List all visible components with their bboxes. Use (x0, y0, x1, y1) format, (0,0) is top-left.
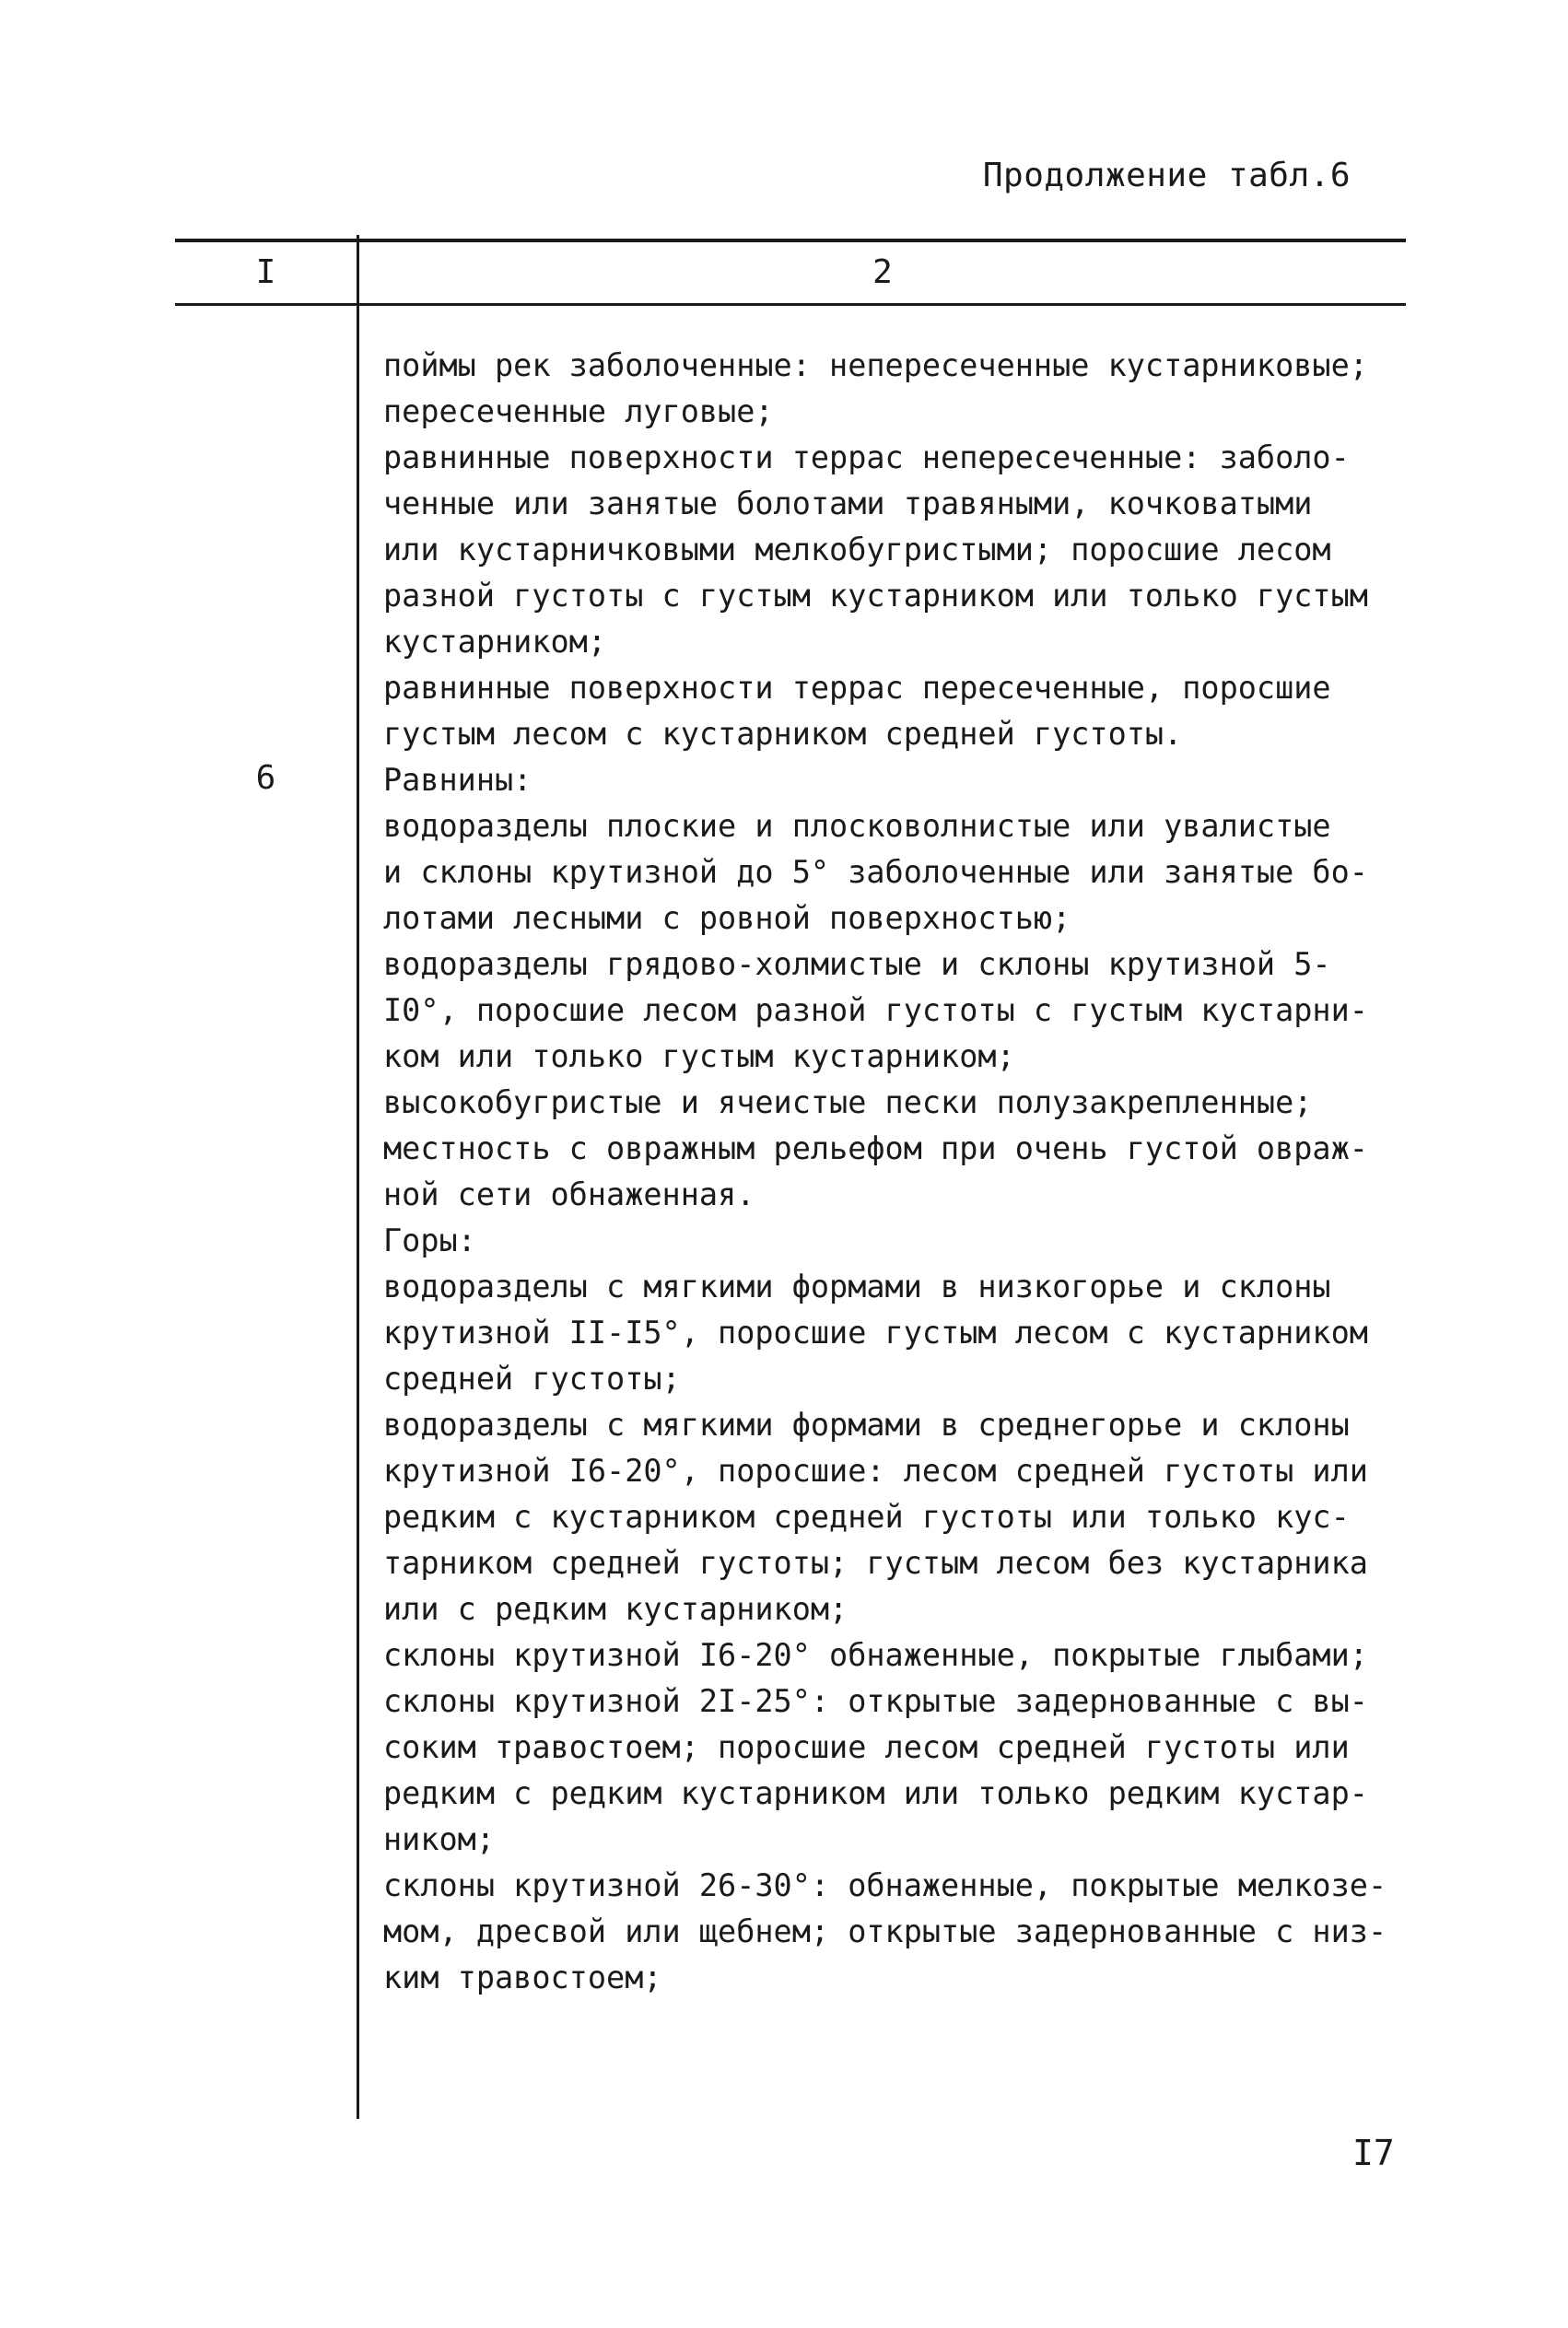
text-line: ной сети обнаженная. (383, 1176, 755, 1212)
text-line: ником; (383, 1821, 496, 1857)
table-continuation-caption: Продолжение табл.6 (982, 157, 1351, 194)
text-line: разной густоты с густым кустарником или только густым (383, 578, 1368, 614)
text-line: редким с редким кустарником или только редким кустар- (383, 1775, 1368, 1811)
text-line: тарником средней густоты; густым лесом без кустарника (383, 1545, 1368, 1581)
column-divider (357, 235, 359, 2119)
column-header-1: I (255, 253, 276, 291)
text-line: крутизной I6-20°, поросшие: лесом средней густоты или (383, 1453, 1368, 1489)
text-line: или кустарничковыми мелкобугристыми; поросшие лесом (383, 532, 1331, 567)
text-line: пересеченные луговые; (383, 393, 774, 429)
text-line: кустарником; (383, 624, 607, 660)
text-line: склоны крутизной I6-20° обнаженные, покрытые глыбами; (383, 1637, 1368, 1673)
text-line: высокобугристые и ячеистые пески полузакрепленные; (383, 1084, 1313, 1120)
text-line: густым лесом с кустарником средней густоты. (383, 716, 1183, 752)
text-line: или с редким кустарником; (383, 1591, 848, 1627)
table-top-rule (175, 239, 1406, 242)
text-line: ком или только густым кустарником; (383, 1038, 1015, 1074)
text-line: водоразделы с мягкими формами в низкогорье и склоны (383, 1269, 1331, 1304)
text-line: склоны крутизной 26-30°: обнаженные, покрытые мелкозе- (383, 1867, 1387, 1903)
text-line: ким травостоем; (383, 1959, 662, 1995)
page-number: I7 (1352, 2133, 1395, 2173)
text-line: Горы: (383, 1222, 476, 1258)
text-line: и склоны крутизной до 5° заболоченные или занятые бо- (383, 854, 1368, 890)
table-header-rule (175, 303, 1406, 306)
text-line: лотами лесными с ровной поверхностью; (383, 900, 1071, 936)
text-line: мом, дресвой или щебнем; открытые задернованные с низ- (383, 1913, 1387, 1949)
text-line: I0°, поросшие лесом разной густоты с густым кустарни- (383, 992, 1368, 1028)
text-line: водоразделы грядово-холмистые и склоны крутизной 5- (383, 946, 1331, 982)
text-line: склоны крутизной 2I-25°: открытые задернованные с вы- (383, 1683, 1368, 1719)
text-line: ченные или занятые болотами травяными, кочковатыми (383, 485, 1313, 521)
text-line: средней густоты; (383, 1361, 681, 1397)
text-line: редким с кустарником средней густоты или только кус- (383, 1499, 1350, 1535)
text-line: водоразделы с мягкими формами в среднегорье и склоны (383, 1407, 1350, 1443)
column-header-2: 2 (872, 253, 893, 291)
text-line: Равнины: (383, 762, 532, 798)
text-line: соким травостоем; поросшие лесом средней густоты или (383, 1729, 1350, 1765)
row-number: 6 (255, 759, 276, 797)
text-line: крутизной II-I5°, поросшие густым лесом с кустарником (383, 1315, 1368, 1351)
text-line: водоразделы плоские и плосковолнистые или увалистые (383, 808, 1331, 844)
text-line: местность с овражным рельефом при очень густой овраж- (383, 1130, 1368, 1166)
text-line: равнинные поверхности террас непересеченные: заболо- (383, 439, 1350, 475)
text-line: равнинные поверхности террас пересеченные, поросшие (383, 670, 1331, 706)
text-line: поймы рек заболоченные: непересеченные кустарниковые; (383, 347, 1368, 383)
row-description (383, 343, 1415, 2001)
